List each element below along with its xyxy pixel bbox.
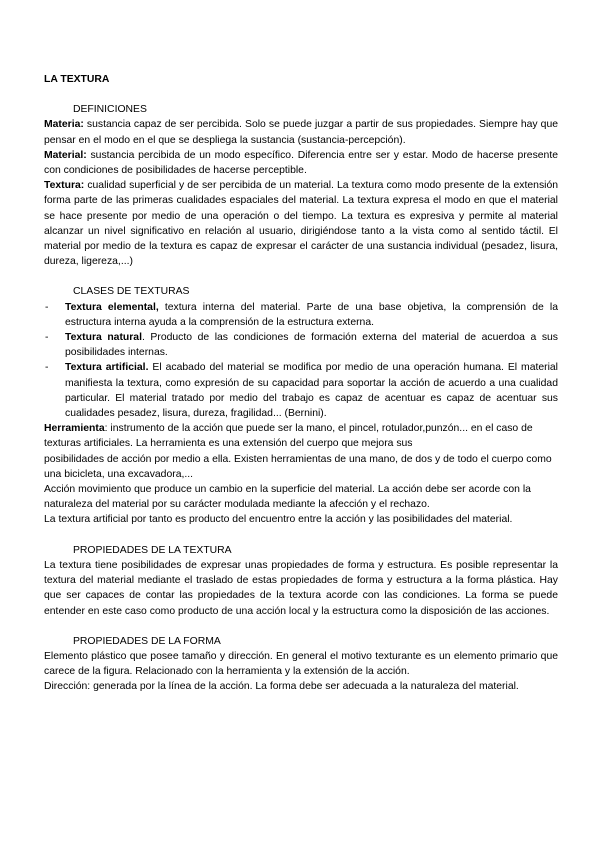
section-clases	[44, 284, 558, 527]
list-item-elemental	[44, 300, 558, 330]
section-heading-definiciones: DEFINICIONES	[73, 104, 147, 116]
list-text: . Producto de las condiciones de formación externa del material de acuerdoa a sus posibilidades internas.	[65, 332, 559, 359]
definition-text: cualidad superficial y de ser percibida de un material. La textura como modo presente de la extensión forma parte de las primeras cualidades espaciales del material. La textura expresa el modo en que el material se hace presente por medio de una operación o del tiempo. La textura es expresiva y permite al material alcanzar un nivel significativo en relación al usuario, dirigiéndose tanto a la vista como al sentido táctil. El material por medio de la textura es capaz de expresar el carácter de una sustancia individual (pesadez, lisura, dureza, ligereza,...)	[44, 180, 558, 268]
definition-textura	[44, 178, 558, 269]
section-propiedades-textura	[44, 543, 558, 619]
definition-material	[44, 148, 558, 178]
list-dash: -	[45, 362, 49, 374]
section-definiciones	[44, 102, 558, 269]
herramienta-paragraph	[44, 421, 558, 451]
herramienta-text: : instrumento de la acción que puede ser la mano, el pincel, rotulador,punzón... en el caso de texturas artificiales. La herramienta es una extensión del cuerpo que mejora sus	[44, 423, 533, 450]
section-heading-propiedades-textura: PROPIEDADES DE LA TEXTURA	[73, 544, 232, 556]
list-dash: -	[45, 332, 49, 344]
section-heading-clases: CLASES DE TEXTURAS	[73, 286, 190, 298]
propiedades-textura-paragraph: La textura tiene posibilidades de expresar unas propiedades de forma y estructura. Es posible representar la textura del material mediante el traslado de estas propiedades de forma y estructura a la forma plástica. Hay que ser capaces de contar las propiedades de la textura acorde con las condiciones. La forma se puede entender en este caso como producto de una acción local y la estructura como la disposición de las acciones.	[44, 559, 558, 617]
definition-text: sustancia capaz de ser percibida. Solo se puede juzgar a partir de sus propiedades. Siempre hay que pensar en el modo en el que se despliega la sustancia (sustancia-percepción).	[44, 119, 558, 146]
definition-term: Materia:	[44, 119, 84, 131]
definition-term: Textura:	[44, 180, 85, 192]
conclusion-paragraph: La textura artificial por tanto es producto del encuentro entre la acción y las posibilidades del material.	[44, 514, 513, 526]
direccion-paragraph: Dirección: generada por la línea de la acción. La forma debe ser adecuada a la naturaleza del material.	[44, 681, 519, 693]
document-body	[44, 72, 558, 695]
list-item-artificial	[44, 360, 558, 421]
list-term: Textura artificial.	[65, 362, 149, 374]
section-heading-propiedades-forma: PROPIEDADES DE LA FORMA	[73, 635, 221, 647]
list-term: Textura elemental,	[65, 301, 159, 313]
list-term: Textura natural	[65, 332, 142, 344]
definition-materia	[44, 117, 558, 147]
list-item-natural	[44, 330, 558, 360]
document-title: LA TEXTURA	[44, 74, 110, 85]
list-text: El acabado del material se modifica por medio de una operación humana. El material manifiesta la textura, como expresión de su capacidad para soportar la acción de acuerdo a una cualidad particular. El material tratado por medio del trabajo es capaz de acentuar es capaz de acentuar sus cualidades pesadez, lisura, dureza, fragilidad... (Bernini).	[65, 362, 558, 420]
herramienta-term: Herramienta	[44, 423, 105, 435]
herramienta-paragraph-continued: posibilidades de acción por medio a ella. Existen herramientas de una mano, de dos y de todo el cuerpo como una bicicleta, una excavadora,...	[44, 453, 552, 480]
definition-text: sustancia percibida de un modo específico. Diferencia entre ser y estar. Modo de hacerse presente con condiciones de posibilidades de hacerse perceptible.	[44, 149, 558, 177]
propiedades-forma-paragraph: Elemento plástico que posee tamaño y dirección. En general el motivo texturante es un elemento primario que carece de la figura. Relacionado con la herramienta y la extensión de la acción.	[44, 650, 558, 678]
section-propiedades-forma	[44, 634, 558, 695]
list-text: textura interna del material. Parte de una base objetiva, la comprensión de la estructura interna ayuda a la comprensión de la estructura externa.	[65, 301, 558, 328]
list-dash: -	[45, 301, 49, 313]
accion-paragraph: Acción movimiento que produce un cambio en la superficie del material. La acción debe ser acorde con la naturaleza del material por su carácter modulada mediante la afección y el rechazo.	[44, 484, 531, 511]
definition-term: Material:	[44, 149, 87, 161]
